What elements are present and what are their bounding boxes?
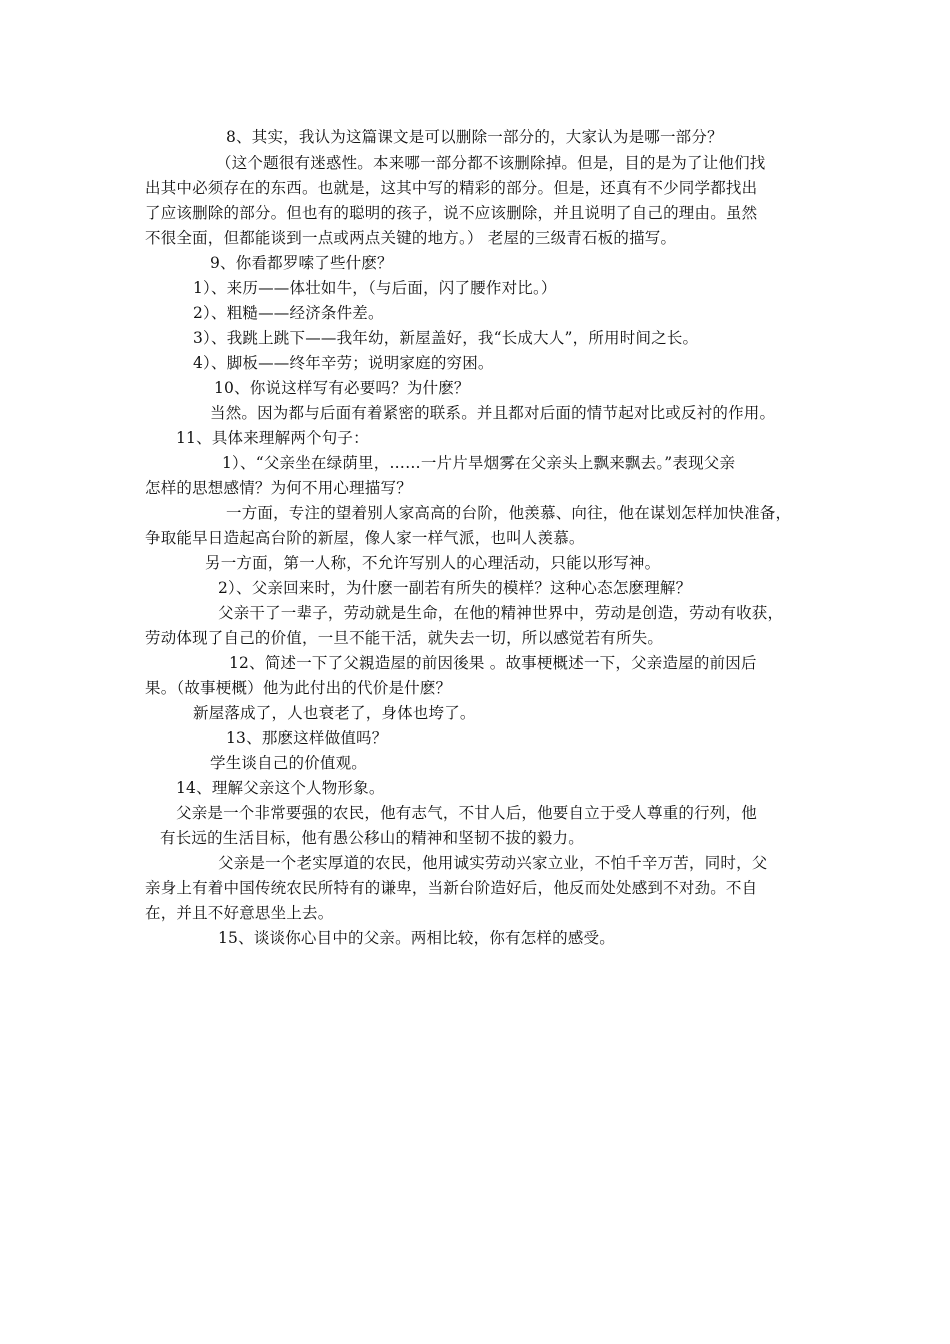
text-line: 1）、来历——体壮如牛，（与后面，闪了腰作对比。） (193, 279, 557, 297)
text-line: 15、谈谈你心目中的父亲。两相比较，你有怎样的感受。 (218, 929, 615, 947)
text-line: 8、其实，我认为这篇课文是可以删除一部分的，大家认为是哪一部分？ (226, 128, 723, 146)
text-line: 劳动体现了自己的价值，一旦不能干活，就失去一切，所以感觉若有所失。 (145, 629, 664, 647)
text-line: （这个题很有迷惑性。本来哪一部分都不该删除掉。但是，目的是为了让他们找 (216, 154, 766, 172)
text-line: 10、你说这样写有必要吗？为什麽？ (214, 379, 470, 397)
text-line: 出其中必须存在的东西。也就是，这其中写的精彩的部分。但是，还真有不少同学都找出 (145, 179, 758, 197)
text-line: 在，并且不好意思坐上去。 (145, 904, 334, 922)
text-line: 13、那麽这样做值吗？ (226, 729, 388, 747)
text-line: 当然。因为都与后面有着紧密的联系。并且都对后面的情节起对比或反衬的作用。 (210, 404, 776, 422)
text-line: 有长远的生活目标，他有愚公移山的精神和坚韧不拔的毅力。 (160, 829, 584, 847)
text-line: 2）、粗糙——经济条件差。 (193, 304, 384, 322)
text-line: 父亲是一个老实厚道的农民，他用诚实劳动兴家立业，不怕千辛万苦，同时，父 (218, 854, 768, 872)
text-line: 另一方面，第一人称，不允许写别人的心理活动，只能以形写神。 (205, 554, 661, 572)
text-line: 学生谈自己的价值观。 (210, 754, 368, 772)
text-line: 12、简述一下了父親造屋的前因後果 。故事梗概述一下，父亲造屋的前因后 (229, 654, 757, 672)
text-line: 新屋落成了，人也衰老了，身体也垮了。 (193, 704, 476, 722)
text-line: 父亲是一个非常要强的农民，他有志气，不甘人后，他要自立于受人尊重的行列，他 (176, 804, 757, 822)
text-line: 了应该删除的部分。但也有的聪明的孩子，说不应该删除，并且说明了自己的理由。虽然 (145, 204, 758, 222)
text-line: 一方面，专注的望着别人家高高的台阶，他羡慕、向往，他在谋划怎样加快准备， (226, 504, 792, 522)
text-line: 14、理解父亲这个人物形象。 (176, 779, 385, 797)
text-line: 11、具体来理解两个句子： (176, 429, 369, 447)
text-line: 9、你看都罗嗦了些什麽？ (210, 254, 393, 272)
text-line: 不很全面，但都能谈到一点或两点关键的地方。） 老屋的三级青石板的描写。 (145, 229, 677, 247)
text-line: 2）、父亲回来时，为什麽一副若有所失的模样？这种心态怎麽理解？ (218, 579, 692, 597)
text-line: 父亲干了一辈子，劳动就是生命，在他的精神世界中，劳动是创造，劳动有收获， (218, 604, 784, 622)
text-line: 争取能早日造起高台阶的新屋，像人家一样气派，也叫人羡慕。 (145, 529, 585, 547)
text-line: 3）、我跳上跳下——我年幼，新屋盖好，我“长成大人”，所用时间之长。 (193, 329, 699, 347)
text-line: 1）、“父亲坐在绿荫里，……一片片旱烟雾在父亲头上飘来飘去。”表现父亲 (222, 454, 736, 472)
text-line: 怎样的思想感情？为何不用心理描写？ (145, 479, 412, 497)
text-line: 4）、脚板——终年辛劳；说明家庭的穷困。 (193, 354, 494, 372)
text-line: 亲身上有着中国传统农民所特有的谦卑，当新台阶造好后，他反而处处感到不对劲。不自 (145, 879, 758, 897)
text-line: 果。（故事梗概）他为此付出的代价是什麽？ (145, 679, 452, 697)
